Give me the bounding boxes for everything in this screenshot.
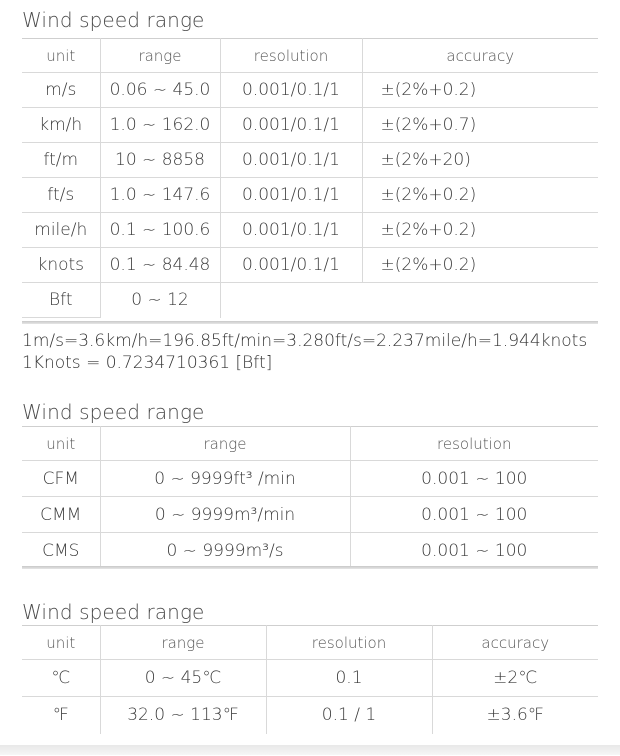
- cell-range: 32.0 ~ 113℉: [100, 697, 266, 734]
- cell-unit: CFM: [22, 461, 100, 497]
- header-range: range: [100, 427, 350, 461]
- table-header-row: [22, 626, 598, 660]
- header-range: range: [100, 39, 220, 73]
- conversion-note-line1: 1m/s=3.6km/h=196.85ft/min=3.280ft/s=2.237mile/h=1.944knots: [22, 331, 588, 351]
- header-accuracy: accuracy: [432, 626, 598, 660]
- table-row: [22, 73, 598, 108]
- section3-title: Wind speed range: [22, 600, 205, 624]
- cell-range: 0.1 ~ 84.48: [100, 248, 220, 283]
- cell-unit: CMM: [22, 497, 100, 533]
- cell-accuracy: ±(2%+0.2): [362, 73, 598, 108]
- cell-resolution: 0.001/0.1/1: [220, 108, 362, 143]
- header-resolution: resolution: [266, 626, 432, 660]
- cell-range: 10 ~ 8858: [100, 143, 220, 178]
- header-resolution: resolution: [350, 427, 598, 461]
- table-header-row: [22, 427, 598, 461]
- cell-unit: mile/h: [22, 213, 100, 248]
- temperature-table: [22, 625, 598, 734]
- table-header-row: [22, 39, 598, 73]
- cell-range: 0 ~ 12: [100, 283, 220, 318]
- wind-speed-table: [22, 38, 598, 318]
- header-unit: unit: [22, 626, 100, 660]
- cell-range: 0 ~ 9999m³/s: [100, 533, 350, 569]
- cell-resolution: 0.001/0.1/1: [220, 73, 362, 108]
- table-row: [22, 497, 598, 533]
- table-row: [22, 213, 598, 248]
- table-row: [22, 697, 598, 734]
- table-row: [22, 178, 598, 213]
- cell-resolution: 0.001 ~ 100: [350, 461, 598, 497]
- header-resolution: resolution: [220, 39, 362, 73]
- section1-title: Wind speed range: [22, 8, 205, 32]
- cell-resolution: 0.1: [266, 660, 432, 697]
- cell-unit: km/h: [22, 108, 100, 143]
- cell-accuracy: ±(2%+0.7): [362, 108, 598, 143]
- cell-resolution: 0.001/0.1/1: [220, 143, 362, 178]
- page-bottom-shadow: [0, 745, 620, 755]
- cell-accuracy: ±(2%+20): [362, 143, 598, 178]
- cell-unit: ft/m: [22, 143, 100, 178]
- table-row: [22, 533, 598, 569]
- cell-range: 0 ~ 45℃: [100, 660, 266, 697]
- conversion-note-line2: 1Knots = 0.7234710361 [Bft]: [22, 353, 273, 373]
- cell-unit: Bft: [22, 283, 100, 318]
- section2-title: Wind speed range: [22, 400, 205, 424]
- cell-accuracy: ±(2%+0.2): [362, 248, 598, 283]
- cell-accuracy: ±(2%+0.2): [362, 178, 598, 213]
- table-row: [22, 660, 598, 697]
- cell-range: 1.0 ~ 162.0: [100, 108, 220, 143]
- table-bottom-rule: [22, 321, 598, 324]
- cell-range: 0.06 ~ 45.0: [100, 73, 220, 108]
- cell-resolution: 0.1 / 1: [266, 697, 432, 734]
- airflow-table: [22, 426, 598, 569]
- cell-range: 0 ~ 9999m³/min: [100, 497, 350, 533]
- header-unit: unit: [22, 427, 100, 461]
- cell-unit: ℃: [22, 660, 100, 697]
- table-row: [22, 248, 598, 283]
- cell-resolution: 0.001/0.1/1: [220, 248, 362, 283]
- cell-accuracy: ±2℃: [432, 660, 598, 697]
- cell-unit: m/s: [22, 73, 100, 108]
- table-row: [22, 461, 598, 497]
- cell-accuracy: ±3.6℉: [432, 697, 598, 734]
- cell-unit: ℉: [22, 697, 100, 734]
- header-accuracy: accuracy: [362, 39, 598, 73]
- table-bottom-rule: [22, 566, 598, 569]
- cell-resolution: 0.001/0.1/1: [220, 213, 362, 248]
- header-range: range: [100, 626, 266, 660]
- cell-accuracy: ±(2%+0.2): [362, 213, 598, 248]
- cell-range: 1.0 ~ 147.6: [100, 178, 220, 213]
- cell-unit: CMS: [22, 533, 100, 569]
- cell-range: 0.1 ~ 100.6: [100, 213, 220, 248]
- cell-unit: ft/s: [22, 178, 100, 213]
- header-unit: unit: [22, 39, 100, 73]
- cell-resolution: 0.001 ~ 100: [350, 497, 598, 533]
- cell-resolution: 0.001/0.1/1: [220, 178, 362, 213]
- table-row: [22, 108, 598, 143]
- cell-empty: [220, 283, 598, 318]
- table-row: [22, 143, 598, 178]
- cell-resolution: 0.001 ~ 100: [350, 533, 598, 569]
- table-row: [22, 283, 598, 318]
- cell-range: 0 ~ 9999ft³ /min: [100, 461, 350, 497]
- cell-unit: knots: [22, 248, 100, 283]
